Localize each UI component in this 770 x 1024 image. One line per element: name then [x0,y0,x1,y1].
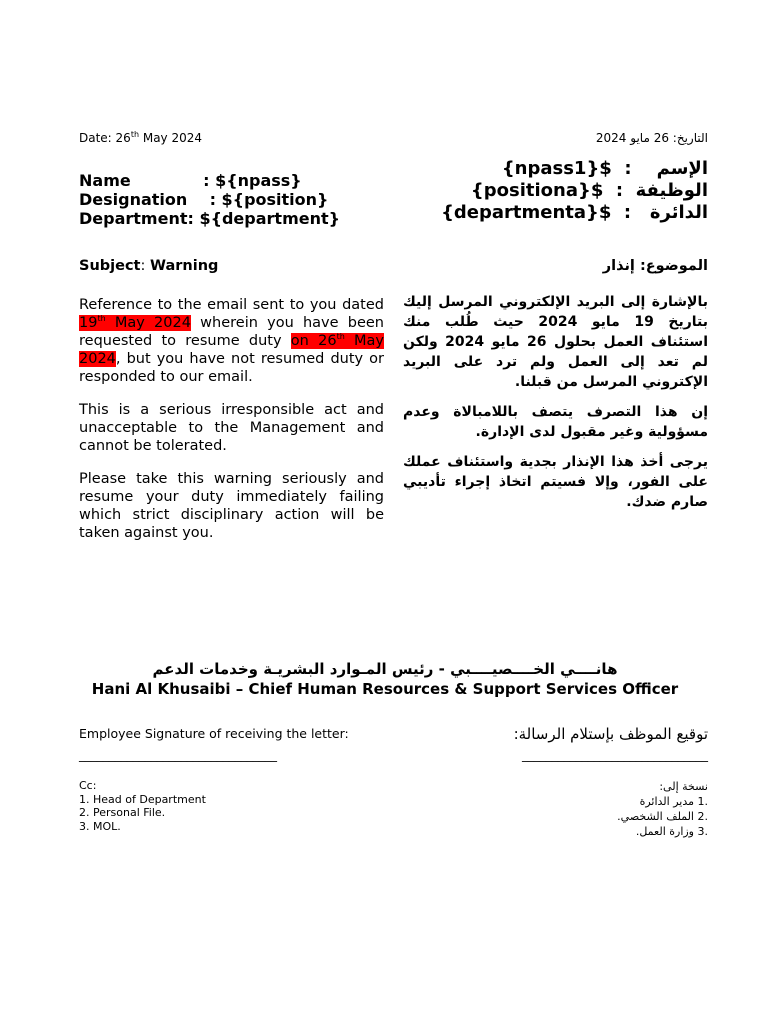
cc-list-ar [617,779,708,839]
cc-header: Cc: [79,779,97,792]
department-line: Department: ${department} [79,209,341,228]
name-line-ar: الإسم : ${npass1} [501,158,708,179]
signatory-en: Hani Al Khusaibi – Chief Human Resources & Support Services Officer [91,680,679,698]
cc-item-ar: .2 الملف الشخصي. [617,810,708,823]
employee-signature-label-ar: توقيع الموظف بإستلام الرسالة: [513,725,708,743]
cc-item-ar: .1 مدير الدائرة [639,795,708,808]
cc-header-ar: نسخة إلى: [659,780,708,793]
body-en-paragraph-3: Please take this warning seriously and resume your duty immediately failing which strict disciplinary action will be taken against you. [79,471,384,541]
body-en [79,296,384,557]
highlight-date-1: 19th May 2024 [79,314,191,331]
subject-ar: الموضوع: إنذار [602,258,708,274]
body-ar-paragraph-1: بالإشارة إلى البريد الإلكتروني المرسل إليك بتاريخ 19 مايو 2024 حيث طُلب منك استئناف العمل بحلول 26 مايو 2024 ولكن لم تعد إلى العمل ولم ترد على البريد الإكتروني المرسل من قبلنا. [403,294,708,390]
body-en-paragraph-2: This is a serious irresponsible act and unacceptable to the Management and cannot be tolerated. [79,402,384,454]
department-line-ar: الدائرة : ${departmenta} [441,202,708,223]
cc-item: 3. MOL. [79,819,121,833]
subject-en: Subject: Warning [79,258,219,274]
body-ar-paragraph-3: يرجى أخذ هذا الإنذار بجدية واستئناف عملك على الفور، وإلا فسيتم اتخاذ إجراء تأديبي صارم ضدك. [403,454,708,510]
signature-line-ar: _______________________________ [522,748,708,762]
designation-line-ar: الوظيفة : ${positiona} [470,180,708,201]
signatory-ar: هانــــي الخــــصيــــبي - رئيس المـوارد البشريـة وخدمات الدعم [152,660,618,678]
cc-item: 2. Personal File. [79,806,166,819]
employee-header-ar [441,158,708,224]
highlight-date-2: on 26th May 2024 [79,332,385,367]
body-ar-paragraph-2: إن هذا التصرف يتصف باللامبالاة وعدم مسؤولية وغير مقبول لدى الإدارة. [403,404,708,440]
body-ar [403,292,708,522]
cc-item-ar: .3 وزارة العمل. [635,825,708,838]
employee-header-en [79,171,340,228]
name-line: Name : ${npass} [79,171,302,190]
date-en: Date: 26th May 2024 [79,130,203,145]
date-ar: التاريخ: 26 مايو 2024 [595,131,708,145]
designation-line: Designation : ${position} [79,190,329,209]
cc-list-en [79,779,206,833]
employee-signature-label-en: Employee Signature of receiving the letter: [79,726,349,741]
signature-line-en: _________________________________ [79,748,277,762]
cc-item: 1. Head of Department [79,792,206,806]
body-en-paragraph-1: Reference to the email sent to you dated 19th May 2024 wherein you have been requested to resume duty on 26th May 2024, but you have not resumed duty or responded to our email. [79,297,385,385]
